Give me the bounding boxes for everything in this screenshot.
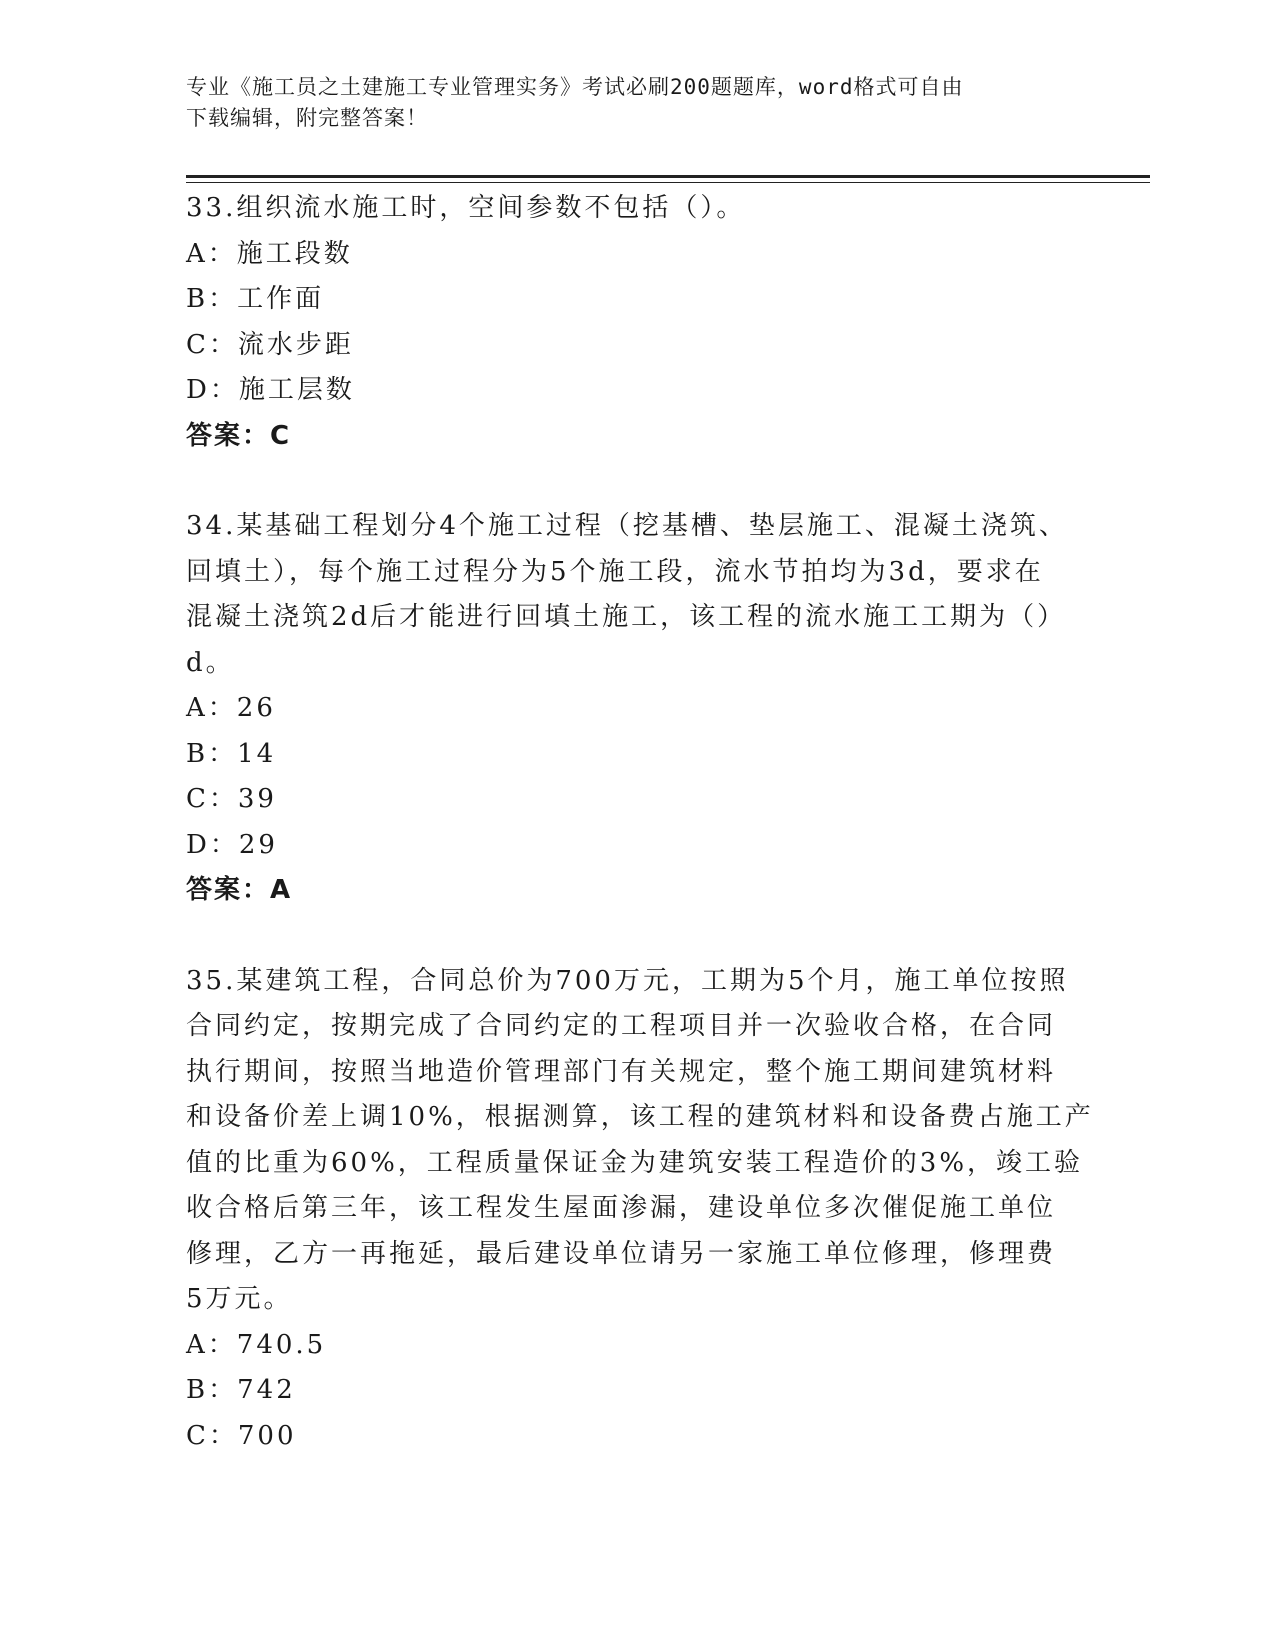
question-stem-line: 修理，乙方一再拖延，最后建设单位请另一家施工单位修理，修理费	[186, 1238, 1057, 1269]
header-line-2: 下载编辑，附完整答案！	[186, 106, 428, 130]
option-a: A：26	[186, 693, 276, 723]
header-rule-thin	[186, 182, 1150, 183]
question-35	[186, 959, 1094, 1460]
option-b: B：14	[186, 738, 277, 769]
option-a: A：施工段数	[186, 238, 353, 269]
question-stem-line: 和设备价差上调10%，根据测算，该工程的建筑材料和设备费占施工产	[186, 1102, 1094, 1132]
option-c: C：流水步距	[186, 329, 354, 360]
document-header	[186, 72, 1066, 134]
option-c: C：700	[186, 1420, 297, 1451]
question-stem-line: 合同约定，按期完成了合同约定的工程项目并一次验收合格，在合同	[186, 1011, 1057, 1041]
question-stem-line: 混凝土浇筑2d后才能进行回填土施工，该工程的流水施工工期为（）	[186, 602, 1067, 632]
question-list	[186, 186, 1094, 1459]
question-stem-line: 35.某建筑工程，合同总价为700万元，工期为5个月，施工单位按照	[186, 965, 1069, 996]
option-a: A：740.5	[186, 1329, 327, 1360]
question-stem: 33.组织流水施工时，空间参数不包括（）。	[186, 193, 746, 223]
question-stem-line: 执行期间，按照当地造价管理部门有关规定，整个施工期间建筑材料	[186, 1056, 1057, 1087]
header-rule-thick	[186, 175, 1150, 178]
question-stem-line: 值的比重为60%，工程质量保证金为建筑安装工程造价的3%，竣工验	[186, 1147, 1084, 1178]
option-b: B：742	[186, 1375, 296, 1405]
option-d: D：施工层数	[186, 375, 355, 405]
answer-line: 答案：C	[186, 420, 292, 451]
answer-line: 答案：A	[186, 875, 293, 905]
question-stem-line: d。	[186, 647, 235, 678]
spacer	[186, 914, 1086, 959]
question-33	[186, 186, 1086, 459]
spacer	[186, 459, 1086, 504]
option-b: B：工作面	[186, 284, 325, 314]
question-stem-line: 5万元。	[186, 1284, 293, 1314]
question-stem-line: 回填土），每个施工过程分为5个施工段，流水节拍均为3d，要求在	[186, 556, 1044, 587]
question-stem-line: 收合格后第三年，该工程发生屋面渗漏，建设单位多次催促施工单位	[186, 1193, 1057, 1223]
header-line-1: 专业《施工员之土建施工专业管理实务》考试必刷200题题库，word格式可自由	[186, 75, 964, 99]
question-stem-line: 34.某基础工程划分4个施工过程（挖基槽、垫层施工、混凝土浇筑、	[186, 511, 1068, 541]
option-c: C：39	[186, 784, 277, 814]
option-d: D：29	[186, 829, 278, 860]
question-34	[186, 504, 1086, 914]
